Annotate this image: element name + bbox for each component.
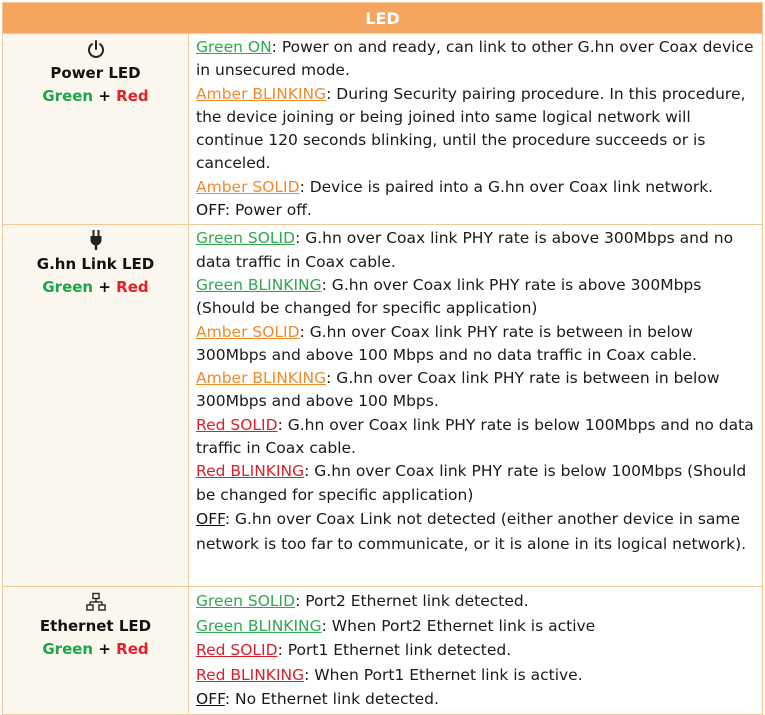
status-description: : G.hn over Coax link PHY rate is between in below 300Mbps and above 100 Mbps.: [196, 369, 720, 411]
color-green: Green: [42, 278, 94, 297]
led-entry: [196, 274, 756, 321]
led-entry: [196, 507, 756, 557]
led-entry: [196, 687, 756, 712]
led-entry: [196, 367, 756, 414]
color-red: Red: [116, 278, 149, 297]
status-description: : Port2 Ethernet link detected.: [295, 592, 529, 611]
status-keyword: Red BLINKING: [196, 665, 305, 684]
status-description: : No Ethernet link detected.: [224, 690, 439, 709]
status-keyword: Red SOLID: [196, 415, 278, 434]
color-green: Green: [42, 640, 94, 659]
led-description-cell: [189, 34, 762, 224]
led-entry: [196, 663, 756, 688]
led-name: Power LED: [50, 64, 141, 82]
led-entry: [196, 321, 756, 368]
led-name: G.hn Link LED: [36, 255, 155, 274]
led-description-cell: [189, 587, 762, 714]
status-description: : Device is paired into a G.hn over Coax link network.: [299, 177, 714, 196]
color-plus: +: [93, 87, 117, 105]
status-description: : Power off.: [224, 201, 312, 220]
power-icon: [85, 38, 107, 60]
led-entry: [196, 460, 756, 507]
color-plus: +: [93, 640, 117, 659]
led-label-cell: [3, 587, 189, 713]
status-keyword: Red SOLID: [196, 641, 278, 660]
color-red: Red: [116, 87, 149, 105]
status-description: : Power on and ready, can link to other G.hn over Coax device in unsecured mode.: [196, 38, 754, 80]
status-keyword: Green BLINKING: [196, 616, 322, 635]
table-row-ethernet-led: [3, 587, 762, 714]
led-entry: [196, 414, 756, 461]
status-keyword: OFF: [196, 690, 225, 709]
status-description: : G.hn over Coax link PHY rate is above 300Mbps (Should be changed for specific application): [196, 275, 702, 318]
led-entry: [196, 36, 756, 83]
status-keyword: OFF: [196, 201, 225, 220]
led-description-cell: [189, 225, 762, 586]
led-label-cell: [3, 34, 189, 224]
led-entry: [196, 614, 756, 639]
status-description: : When Port2 Ethernet link is active: [321, 616, 596, 635]
status-keyword: Amber SOLID: [196, 177, 300, 196]
plug-icon: [85, 229, 107, 251]
status-keyword: Amber SOLID: [196, 322, 300, 341]
status-description: : G.hn over Coax link PHY rate is between in below 300Mbps and above 100 Mbps and no data traffic in Coax cable.: [196, 322, 697, 364]
color-green: Green: [42, 87, 94, 105]
status-keyword: OFF: [196, 509, 225, 528]
status-keyword: Amber BLINKING: [196, 84, 327, 103]
color-plus: +: [93, 278, 117, 297]
status-keyword: Green BLINKING: [196, 275, 322, 294]
status-description: : G.hn over Coax link PHY rate is below 100Mbps (Should be changed for specific application): [196, 462, 747, 504]
led-colors: [42, 275, 148, 299]
table-header: LED: [3, 3, 762, 34]
led-label-cell: [3, 225, 189, 586]
led-entry: [196, 589, 756, 614]
status-description: : G.hn over Coax link PHY rate is below 100Mbps and no data traffic in Coax cable.: [196, 415, 754, 458]
network-icon: [85, 591, 107, 613]
led-table: [2, 2, 763, 715]
led-name: Ethernet LED: [39, 617, 152, 636]
status-keyword: Red BLINKING: [196, 462, 305, 481]
status-keyword: Green ON: [196, 38, 272, 56]
led-colors: [42, 84, 148, 108]
led-entry: [196, 83, 756, 176]
status-description: : G.hn over Coax Link not detected (either another device in same network is too far to communicate, or it is alone in its logical network).: [196, 509, 747, 553]
led-entry: [196, 227, 756, 274]
status-description: : Port1 Ethernet link detected.: [277, 641, 512, 660]
status-description: : When Port1 Ethernet link is active.: [304, 665, 583, 684]
table-row-power-led: [3, 34, 762, 225]
led-entry: [196, 176, 756, 199]
led-colors: [42, 637, 148, 661]
led-entry: [196, 199, 756, 222]
table-row-ghn-link-led: [3, 225, 762, 587]
status-description: : During Security pairing procedure. In this procedure, the device joining or being joined into same logical network will continue 120 seconds blinking, until the procedure succeeds or is canceled.: [196, 84, 746, 173]
led-entry: [196, 638, 756, 663]
status-keyword: Green SOLID: [196, 592, 296, 611]
status-keyword: Green SOLID: [196, 229, 296, 248]
color-red: Red: [116, 640, 149, 659]
status-description: : G.hn over Coax link PHY rate is above 300Mbps and no data traffic in Coax cable.: [196, 229, 734, 271]
status-keyword: Amber BLINKING: [196, 369, 327, 388]
